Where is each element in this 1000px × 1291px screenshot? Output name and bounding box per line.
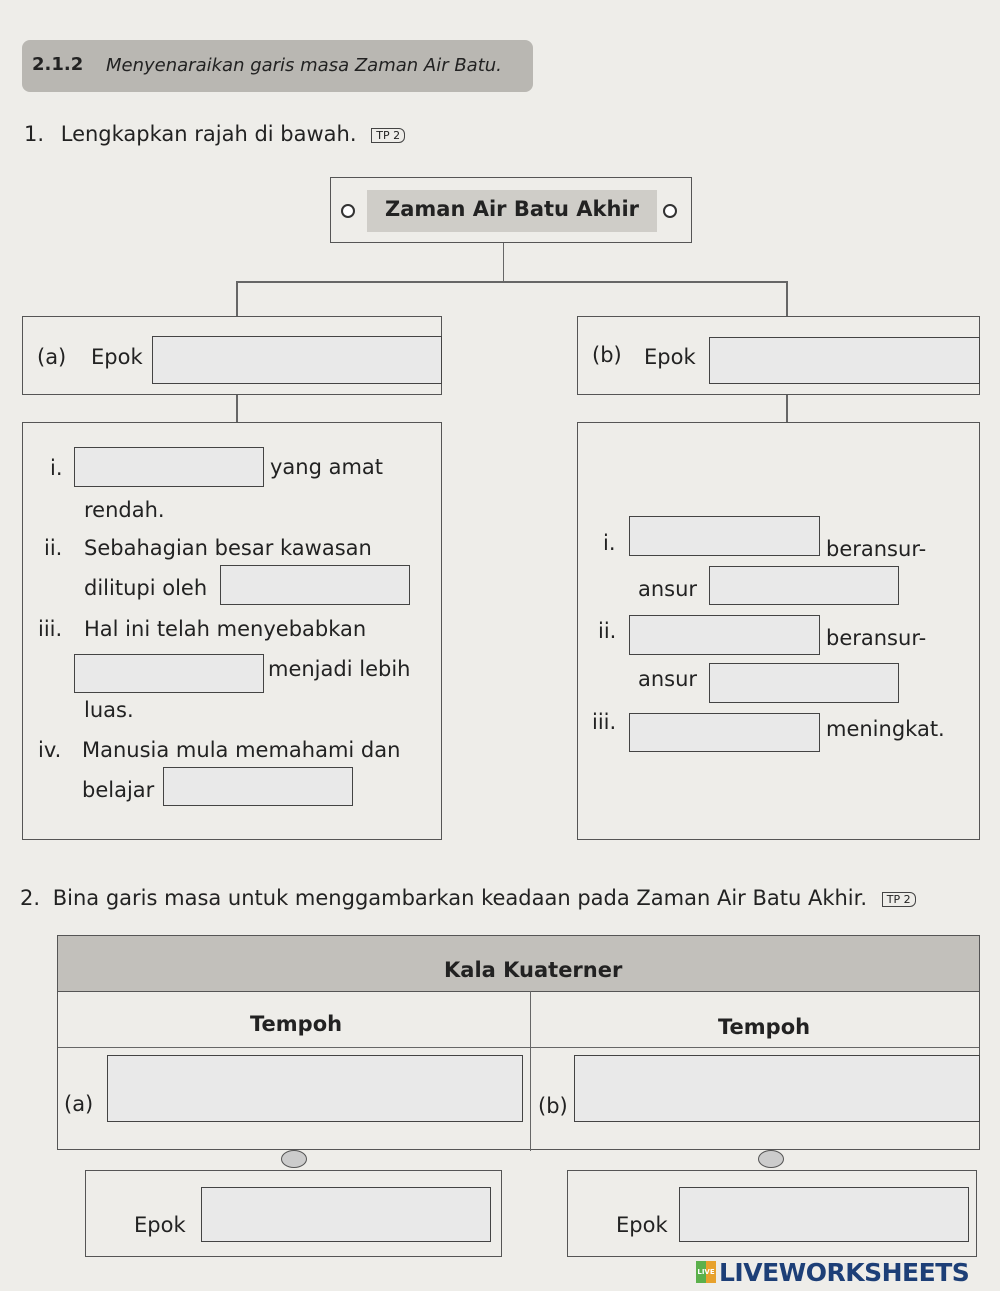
question-2 bbox=[20, 888, 916, 909]
epok-b-prefix: Epok bbox=[644, 345, 696, 369]
connector bbox=[503, 243, 504, 281]
section-title: Menyenaraikan garis masa Zaman Air Batu. bbox=[106, 55, 502, 76]
connector bbox=[236, 395, 238, 422]
item-number: ii. bbox=[598, 619, 617, 643]
right-iii-input[interactable] bbox=[629, 713, 820, 752]
item-text: Hal ini telah menyebabkan bbox=[84, 617, 367, 641]
right-ii-input[interactable] bbox=[629, 615, 820, 655]
item-text: beransur- bbox=[826, 626, 927, 650]
tempoh-a-input[interactable] bbox=[107, 1055, 523, 1122]
item-text: rendah. bbox=[84, 498, 165, 522]
connector bbox=[786, 395, 788, 422]
left-i-input[interactable] bbox=[74, 447, 264, 487]
epok-bottom-b-input[interactable] bbox=[679, 1187, 969, 1242]
table-title: Kala Kuaterner bbox=[444, 958, 623, 982]
epok-b-label: (b) bbox=[592, 343, 622, 367]
logo-text: LIVEWORKSHEETS bbox=[719, 1257, 970, 1287]
diagram-title: Zaman Air Batu Akhir bbox=[385, 197, 640, 221]
item-text: beransur- bbox=[826, 537, 927, 561]
epok-bottom-a-prefix: Epok bbox=[134, 1213, 186, 1237]
epok-a-input[interactable] bbox=[152, 336, 442, 384]
item-number: iv. bbox=[38, 738, 62, 762]
epok-a-prefix: Epok bbox=[91, 345, 143, 369]
epok-a-label: (a) bbox=[37, 345, 67, 369]
item-text: ansur bbox=[638, 667, 698, 691]
tempoh-b-input[interactable] bbox=[574, 1055, 980, 1122]
item-number: ii. bbox=[44, 536, 63, 560]
section-number: 2.1.2 bbox=[32, 54, 84, 75]
liveworksheets-logo bbox=[696, 1258, 969, 1286]
item-text: meningkat. bbox=[826, 717, 945, 741]
item-text: dilitupi oleh bbox=[84, 576, 208, 600]
question-1 bbox=[24, 124, 405, 145]
epok-b-input[interactable] bbox=[709, 337, 980, 384]
bullet-icon bbox=[663, 204, 677, 218]
logo-badge: LIVE bbox=[696, 1261, 716, 1283]
diagram-title-box bbox=[330, 177, 692, 243]
item-text: ansur bbox=[638, 577, 698, 601]
right-i-input-2[interactable] bbox=[709, 566, 899, 605]
col-a-header: Tempoh bbox=[250, 1012, 343, 1036]
connector bbox=[236, 281, 786, 283]
item-number: i. bbox=[50, 456, 63, 480]
tp-badge: TP 2 bbox=[371, 128, 405, 143]
left-iv-input[interactable] bbox=[163, 767, 353, 806]
row-b-label: (b) bbox=[538, 1094, 568, 1118]
item-text: menjadi lebih bbox=[268, 657, 411, 681]
item-text: yang amat bbox=[270, 455, 384, 479]
q2-text: Bina garis masa untuk menggambarkan keadaan pada Zaman Air Batu Akhir. bbox=[52, 886, 868, 910]
connector bbox=[236, 281, 238, 316]
connector bbox=[786, 281, 788, 316]
q1-number: 1. bbox=[24, 122, 45, 146]
row-divider bbox=[58, 1047, 979, 1048]
tp-badge: TP 2 bbox=[882, 892, 916, 907]
col-b-header: Tempoh bbox=[718, 1015, 811, 1039]
q1-text: Lengkapkan rajah di bawah. bbox=[60, 122, 357, 146]
section-header bbox=[22, 40, 533, 92]
left-iii-input[interactable] bbox=[74, 654, 264, 693]
item-number: i. bbox=[603, 531, 616, 555]
bullet-icon bbox=[341, 204, 355, 218]
item-text: Sebahagian besar kawasan bbox=[84, 536, 372, 560]
item-number: iii. bbox=[38, 617, 63, 641]
q2-number: 2. bbox=[20, 886, 41, 910]
right-ii-input-2[interactable] bbox=[709, 663, 899, 703]
pin-icon bbox=[281, 1150, 307, 1168]
item-number: iii. bbox=[592, 710, 617, 734]
item-text: belajar bbox=[82, 778, 155, 802]
item-text: Manusia mula memahami dan bbox=[82, 738, 401, 762]
epok-bottom-a-input[interactable] bbox=[201, 1187, 491, 1242]
pin-icon bbox=[758, 1150, 784, 1168]
left-ii-input[interactable] bbox=[220, 565, 410, 605]
table-header bbox=[58, 936, 979, 992]
item-text: luas. bbox=[84, 698, 134, 722]
column-divider bbox=[530, 991, 531, 1151]
row-a-label: (a) bbox=[64, 1092, 94, 1116]
right-i-input[interactable] bbox=[629, 516, 820, 556]
epok-bottom-b-prefix: Epok bbox=[616, 1213, 668, 1237]
